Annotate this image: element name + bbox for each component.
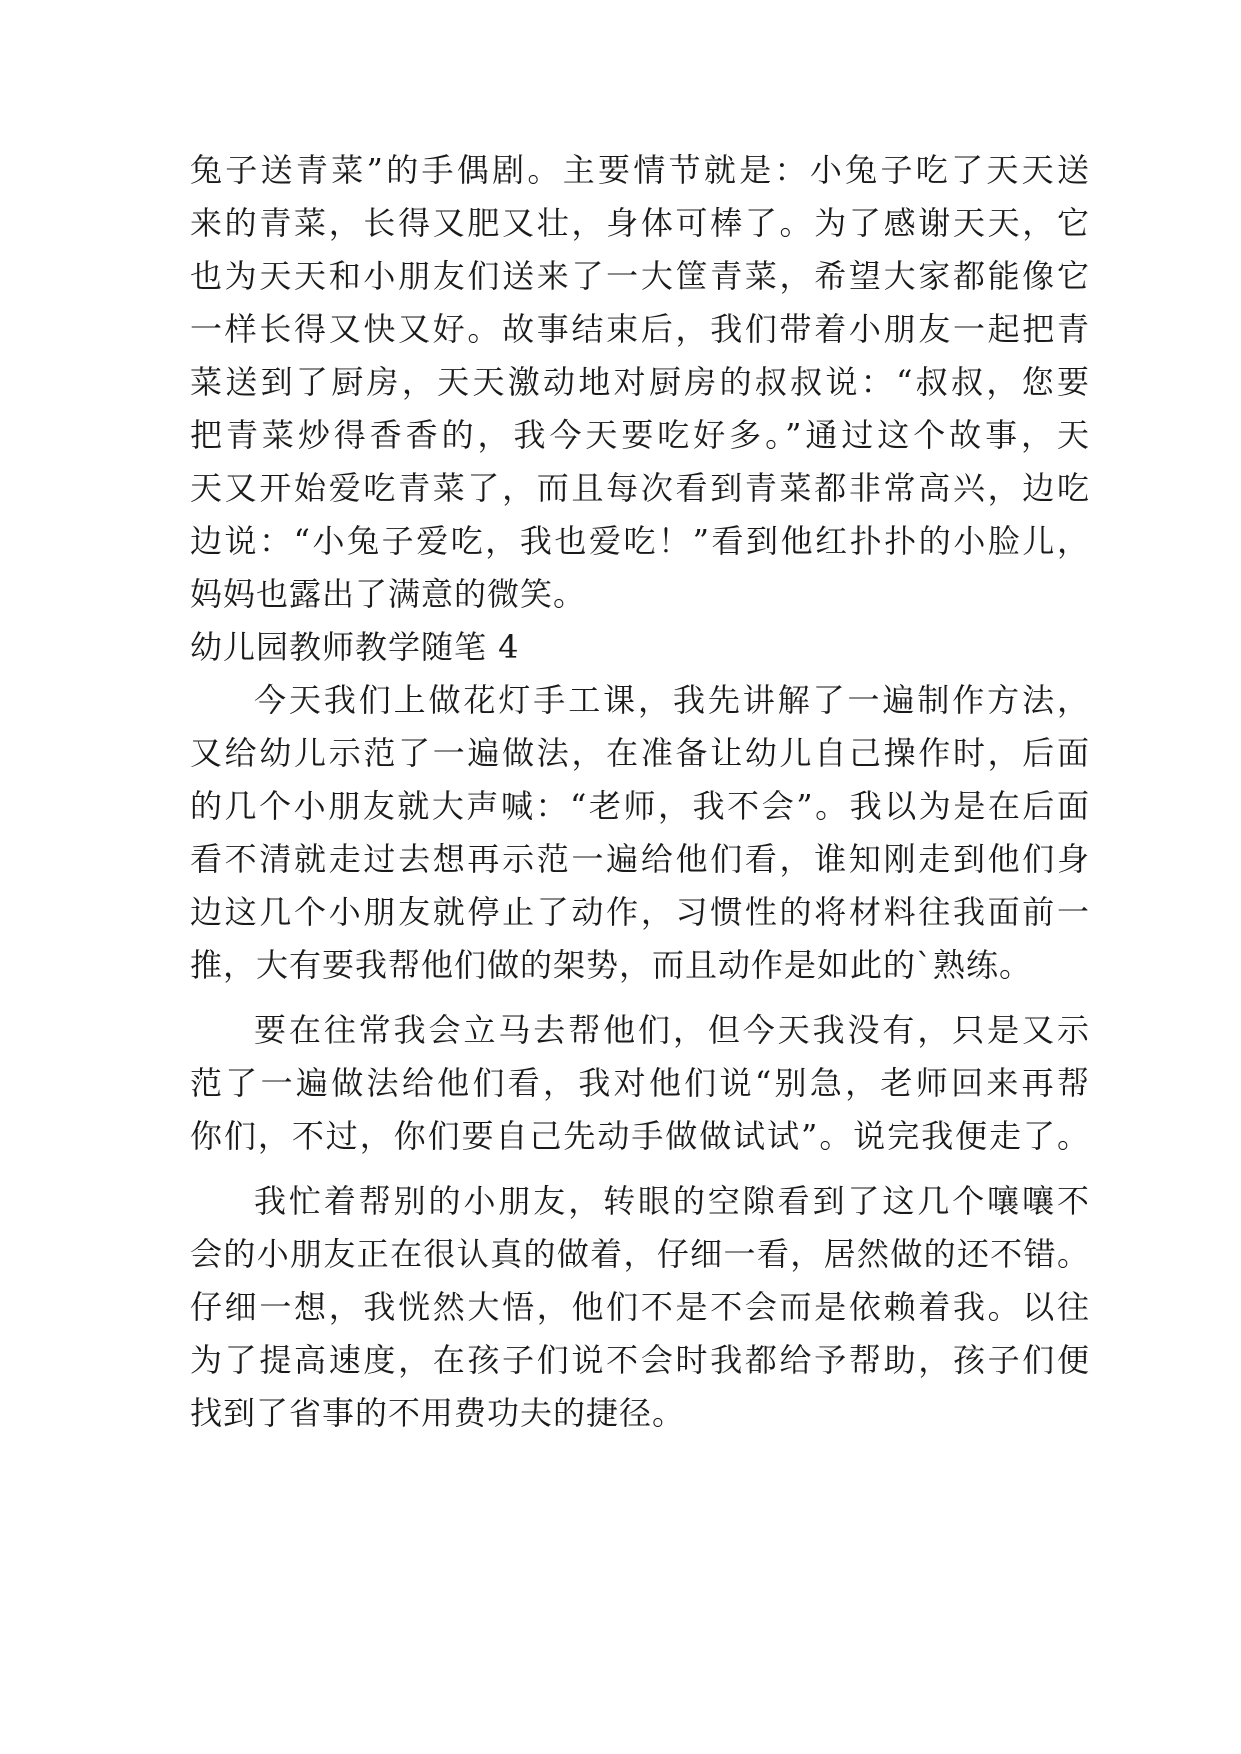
text-line: 的几个小朋友就大声喊：“老师，我不会”。我以为是在后面 (190, 787, 1090, 825)
text-line: 看不清就走过去想再示范一遍给他们看，谁知刚走到他们身 (190, 840, 1090, 878)
text-line: 妈妈也露出了满意的微笑。 (190, 575, 587, 613)
text-line: 为了提高速度，在孩子们说不会时我都给予帮助，孩子们便 (190, 1341, 1090, 1379)
text-line: 边这几个小朋友就停止了动作，习惯性的将材料往我面前一 (190, 893, 1090, 931)
text-line: 今天我们上做花灯手工课，我先讲解了一遍制作方法， (254, 681, 1090, 719)
text-line: 兔子送青菜”的手偶剧。主要情节就是：小兔子吃了天天送 (190, 151, 1090, 189)
text-line: 边说：“小兔子爱吃，我也爱吃！”看到他红扑扑的小脸儿， (190, 522, 1090, 560)
text-line: 找到了省事的不用费功夫的捷径。 (190, 1394, 686, 1432)
text-line: 把青菜炒得香香的，我今天要吃好多。”通过这个故事，天 (190, 416, 1090, 454)
text-line: 推，大有要我帮他们做的架势，而且动作是如此的`熟练。 (190, 946, 1033, 984)
text-line: 会的小朋友正在很认真的做着，仔细一看，居然做的还不错。 (190, 1235, 1090, 1273)
text-line: 范了一遍做法给他们看，我对他们说“别急，老师回来再帮 (190, 1064, 1090, 1102)
text-line: 要在往常我会立马去帮他们，但今天我没有，只是又示 (254, 1011, 1090, 1049)
text-line: 又给幼儿示范了一遍做法，在准备让幼儿自己操作时，后面 (190, 734, 1090, 772)
text-line: 一样长得又快又好。故事结束后，我们带着小朋友一起把青 (190, 310, 1090, 348)
text-line: 菜送到了厨房，天天激动地对厨房的叔叔说：“叔叔，您要 (190, 363, 1090, 401)
text-line: 也为天天和小朋友们送来了一大筐青菜，希望大家都能像它 (190, 257, 1090, 295)
text-line: 仔细一想，我恍然大悟，他们不是不会而是依赖着我。以往 (190, 1288, 1090, 1326)
text-line: 我忙着帮别的小朋友，转眼的空隙看到了这几个嚷嚷不 (254, 1182, 1090, 1220)
text-line: 来的青菜，长得又肥又壮，身体可棒了。为了感谢天天，它 (190, 204, 1090, 242)
text-line: 你们，不过，你们要自己先动手做做试试”。说完我便走了。 (190, 1117, 1090, 1155)
section-heading: 幼儿园教师教学随笔 4 (190, 628, 520, 666)
text-line: 天又开始爱吃青菜了，而且每次看到青菜都非常高兴，边吃 (190, 469, 1090, 507)
